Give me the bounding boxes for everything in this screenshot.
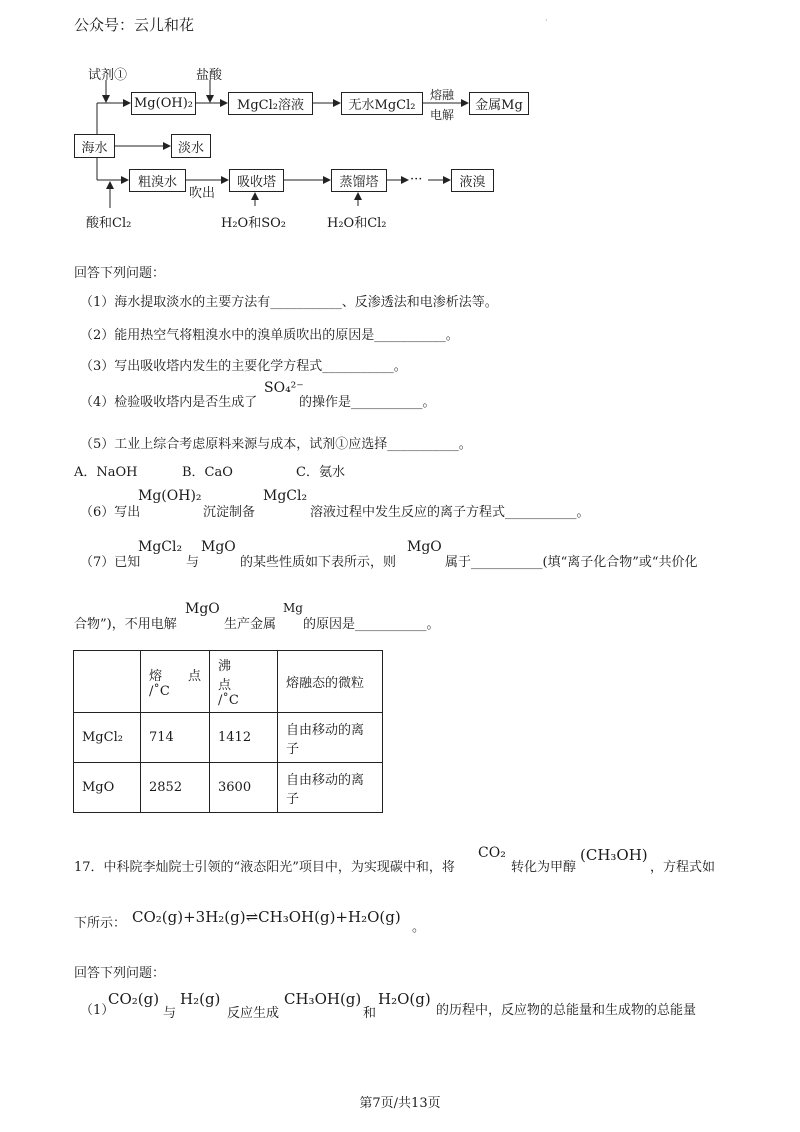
section2-q1-prefix: （1） bbox=[80, 1003, 115, 1018]
question-17-line2: 下所示： bbox=[74, 916, 127, 931]
question-7-line2: 合物”)，不用电解 bbox=[74, 617, 177, 632]
question-17-chem1: CO₂ bbox=[478, 845, 506, 861]
question-4-suffix: 的操作是___________。 bbox=[299, 395, 436, 410]
question-17-suffix: ，方程式如 bbox=[650, 860, 716, 875]
question-17-prefix: 17．中科院李灿院士引领的“液态阳光”项目中，为实现碳中和，将 bbox=[74, 860, 455, 875]
table-cell: 3600 bbox=[210, 763, 278, 813]
table-cell: 自由移动的离子 bbox=[278, 763, 383, 813]
question-7-fill: 属于___________(填“离子化合物”或“共价化 bbox=[445, 555, 698, 570]
table-header-boiling: 沸 点 /˚C bbox=[210, 651, 278, 713]
section1-intro: 回答下列问题： bbox=[74, 266, 166, 281]
box-mgcl2-solution: MgCl₂溶液 bbox=[228, 92, 313, 115]
box-seawater: 海水 bbox=[74, 134, 115, 158]
table-cell: 1412 bbox=[210, 713, 278, 763]
flow-acid-cl2: 酸和Cl₂ bbox=[86, 216, 132, 231]
header-account: 公众号：云儿和花 bbox=[74, 16, 195, 34]
section2-intro: 回答下列问题： bbox=[74, 966, 166, 981]
section2-q1-produce: 反应生成 bbox=[227, 1006, 280, 1021]
flow-melt-top: 熔融 bbox=[430, 88, 455, 102]
table-header-melting: 熔 点 /˚C bbox=[141, 651, 210, 713]
question-4-chem: SO₄²⁻ bbox=[264, 380, 304, 396]
box-liquid-bromine: 液溴 bbox=[451, 169, 494, 192]
box-absorber: 吸收塔 bbox=[229, 169, 284, 192]
flow-reagent1: 试剂① bbox=[88, 68, 128, 83]
question-6-chem1: Mg(OH)₂ bbox=[138, 488, 202, 504]
section2-q1-chem1: CO₂(g) bbox=[108, 990, 160, 1008]
flow-hcl: 盐酸 bbox=[196, 68, 223, 83]
option-a: A．NaOH bbox=[74, 465, 138, 480]
question-6-suffix: 溶液过程中发生反应的离子方程式___________。 bbox=[310, 505, 590, 520]
table-cell: 2852 bbox=[141, 763, 210, 813]
question-6-mid: 沉淀制备 bbox=[203, 505, 256, 520]
section2-q1-and2: 和 bbox=[363, 1006, 377, 1021]
properties-table bbox=[73, 650, 383, 813]
flow-ellipsis: ··· bbox=[410, 172, 423, 187]
flow-diagram-lines bbox=[0, 0, 800, 240]
question-3: （3）写出吸收塔内发生的主要化学方程式___________。 bbox=[80, 359, 407, 374]
question-5: （5）工业上综合考虑原料来源与成本，试剂①应选择___________。 bbox=[80, 437, 472, 452]
box-mgoh2: Mg(OH)₂ bbox=[131, 92, 196, 115]
section2-q1-suffix: 的历程中，反应物的总能量和生成物的总能量 bbox=[436, 1003, 697, 1018]
question-7-chem5: Mg bbox=[283, 601, 303, 615]
flow-h2o-cl2: H₂O和Cl₂ bbox=[327, 216, 387, 231]
table-cell: 714 bbox=[141, 713, 210, 763]
question-7-chem2: MgO bbox=[201, 539, 236, 555]
question-6-prefix: （6）写出 bbox=[80, 505, 141, 520]
question-1: （1）海水提取淡水的主要方法有___________、反渗透法和电渗析法等。 bbox=[80, 295, 498, 310]
section2-q1-chem2: H₂(g) bbox=[180, 990, 221, 1008]
table-cell: MgCl₂ bbox=[74, 713, 141, 763]
table-row bbox=[74, 713, 383, 763]
question-17-chem2: (CH₃OH) bbox=[580, 846, 648, 864]
page-footer: 第7页/共13页 bbox=[359, 1096, 441, 1111]
box-distill: 蒸馏塔 bbox=[331, 169, 387, 192]
header-dot: · bbox=[545, 16, 548, 25]
flow-melt-bottom: 电解 bbox=[430, 108, 455, 122]
table-cell: 自由移动的离子 bbox=[278, 713, 383, 763]
question-7-chem3: MgO bbox=[407, 539, 442, 555]
option-c: C．氨水 bbox=[296, 465, 345, 480]
question-4-prefix: （4）检验吸收塔内是否生成了 bbox=[80, 395, 258, 410]
table-header-particles: 熔融态的微粒 bbox=[278, 651, 383, 713]
question-17-equation: CO₂(g)+3H₂(g)⇌CH₃OH(g)+H₂O(g) bbox=[132, 908, 401, 926]
question-7-prefix: （7）已知 bbox=[80, 555, 141, 570]
table-cell: MgO bbox=[74, 763, 141, 813]
question-7-reason: 的原因是___________。 bbox=[303, 617, 440, 632]
section2-q1-chem3: CH₃OH(g) bbox=[284, 990, 362, 1008]
section2-q1-and: 与 bbox=[163, 1006, 177, 1021]
table-row bbox=[74, 763, 383, 813]
question-7-chem4: MgO bbox=[185, 601, 220, 617]
question-17-mid: 转化为甲醇 bbox=[511, 860, 577, 875]
section2-q1-chem4: H₂O(g) bbox=[378, 990, 431, 1008]
table-header-empty bbox=[74, 651, 141, 713]
box-anhydrous-mgcl2: 无水MgCl₂ bbox=[341, 92, 423, 115]
question-7-mid: 的某些性质如下表所示，则 bbox=[240, 555, 397, 570]
question-2: （2）能用热空气将粗溴水中的溴单质吹出的原因是___________。 bbox=[80, 328, 459, 343]
question-6-chem2: MgCl₂ bbox=[263, 488, 308, 504]
flow-blowout: 吹出 bbox=[189, 186, 216, 201]
box-metal-mg: 金属Mg bbox=[469, 92, 529, 115]
flow-h2o-so2: H₂O和SO₂ bbox=[221, 216, 286, 231]
question-7-produce: 生产金属 bbox=[224, 617, 277, 632]
box-crude-bromine-water: 粗溴水 bbox=[129, 169, 186, 192]
box-freshwater: 淡水 bbox=[171, 134, 211, 158]
question-7-and: 与 bbox=[186, 555, 200, 570]
question-17-end: 。 bbox=[412, 920, 426, 935]
option-b: B．CaO bbox=[182, 465, 233, 480]
question-7-chem1: MgCl₂ bbox=[138, 539, 183, 555]
